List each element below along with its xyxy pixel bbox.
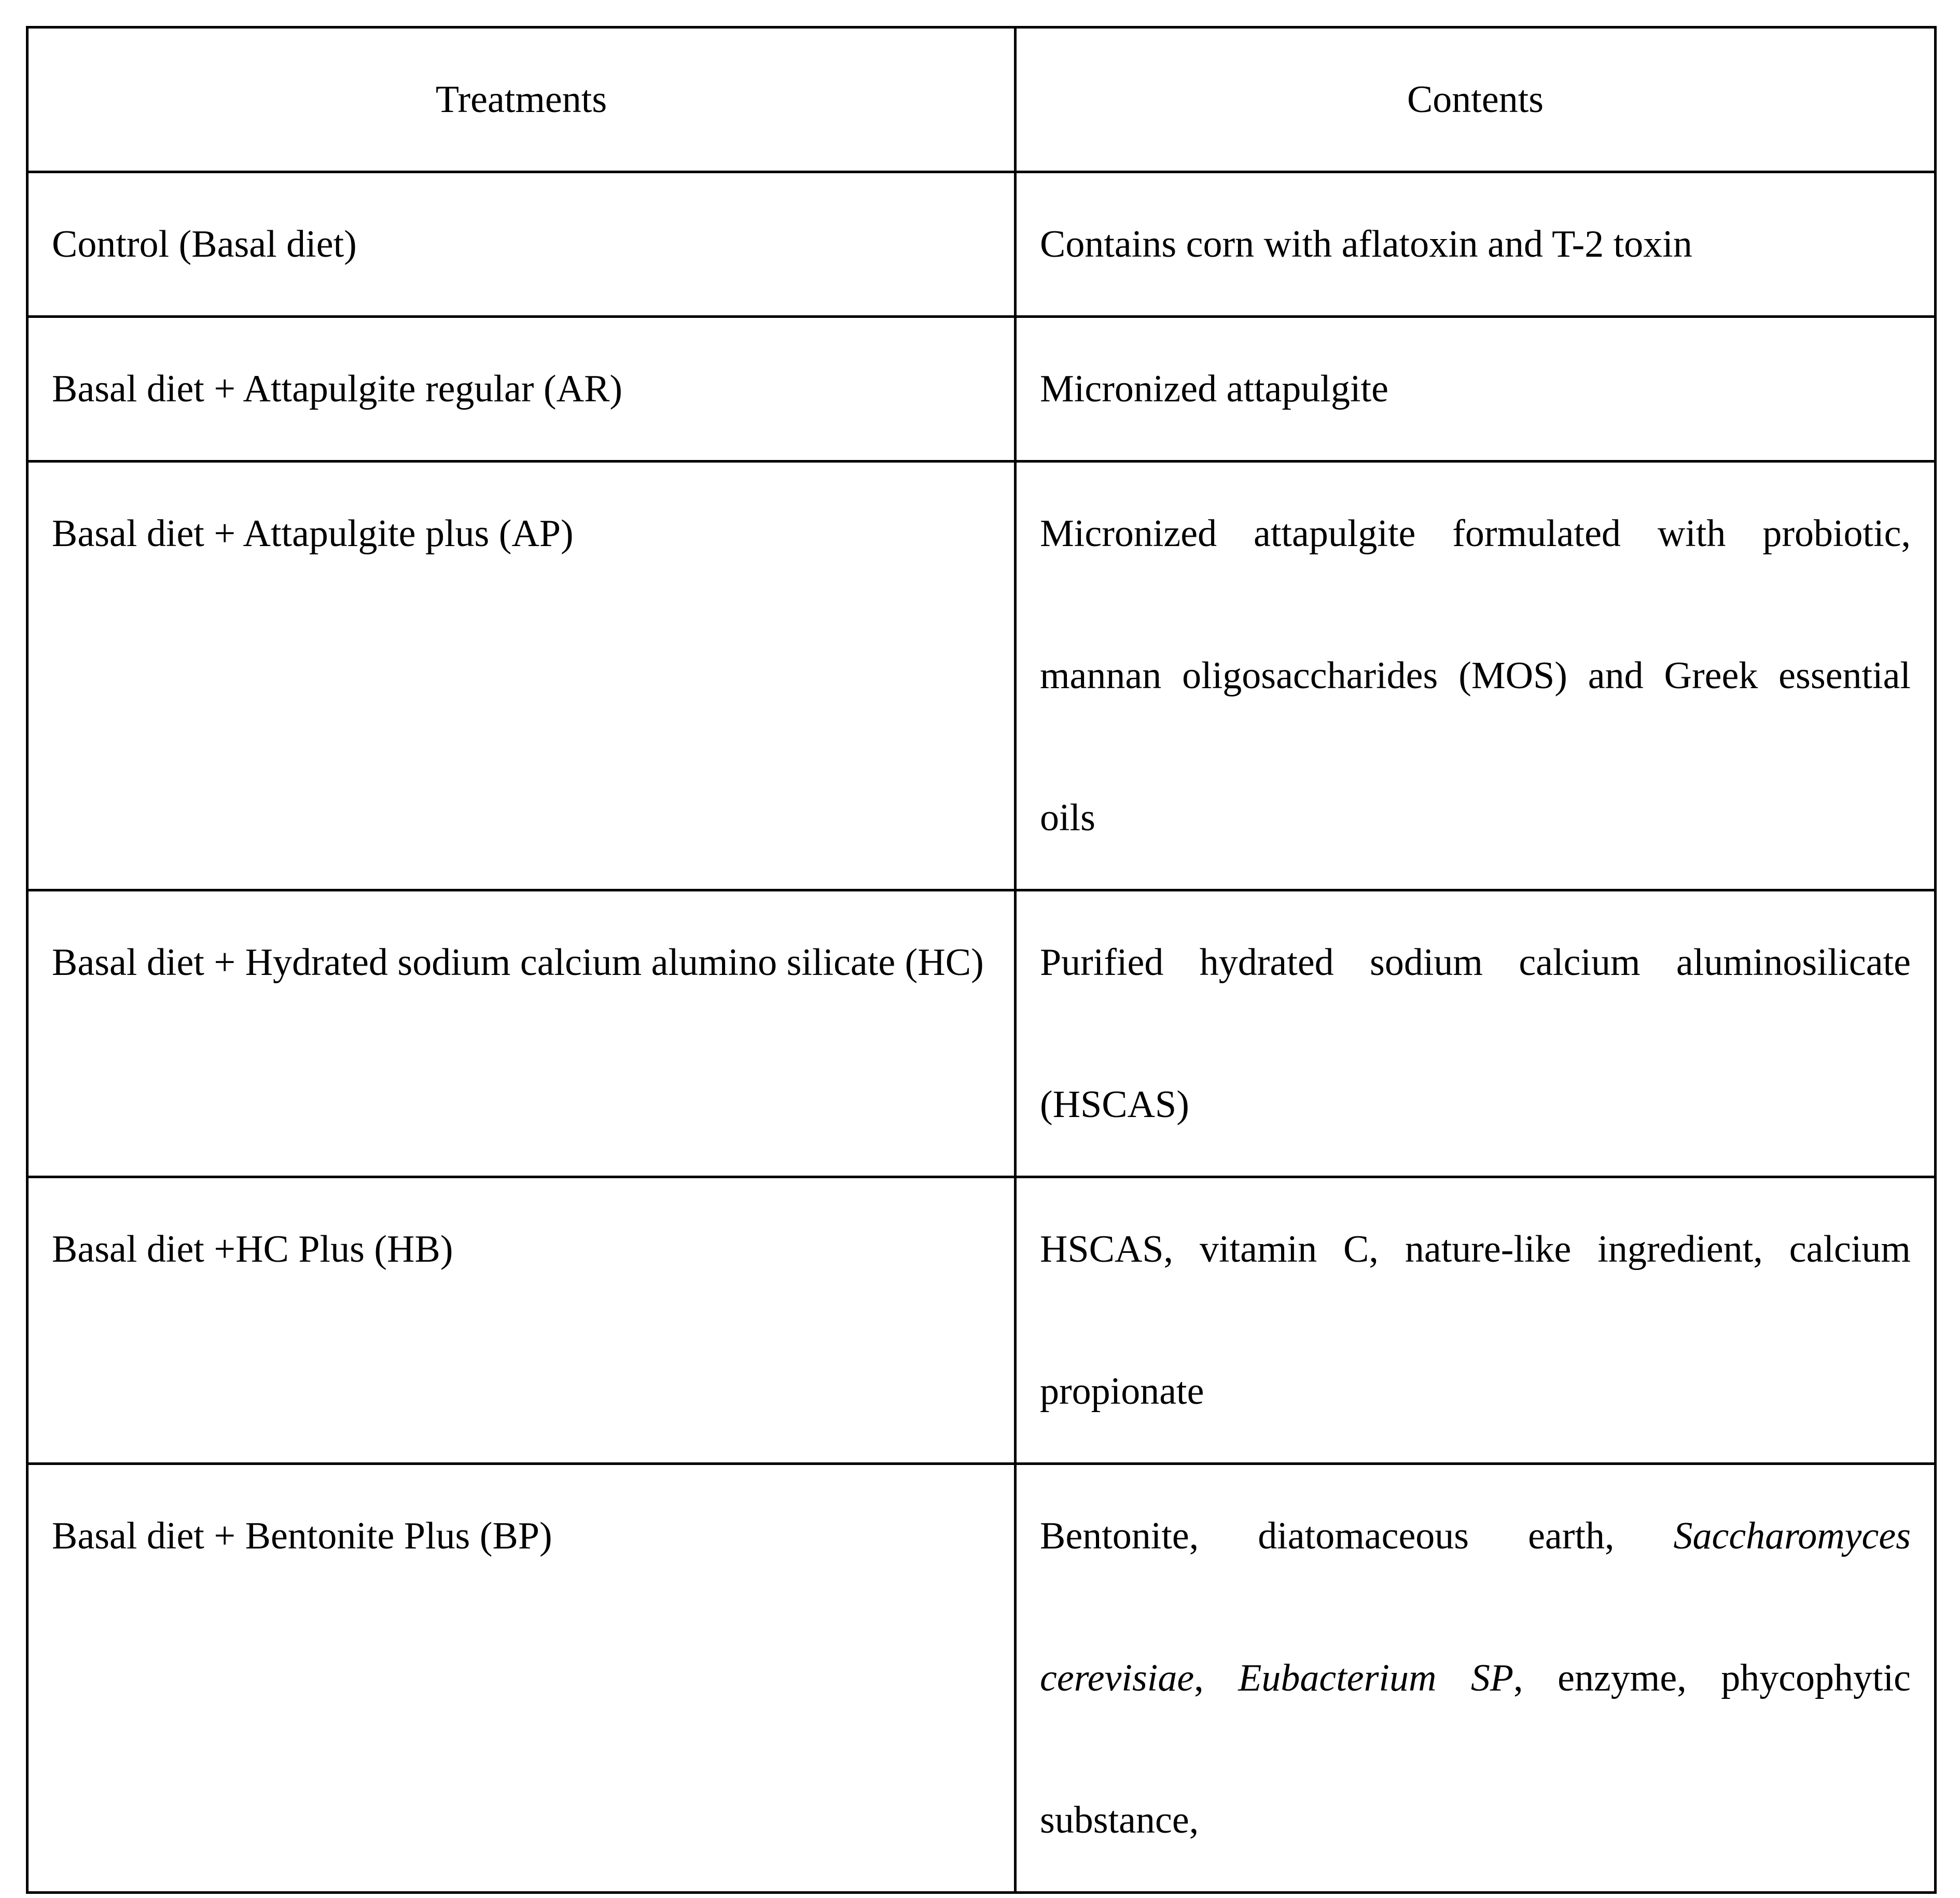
species-name-text: Eubacterium SP [1238,1657,1514,1699]
content-text: Bentonite, diatomaceous earth, [1040,1515,1674,1557]
table-row [27,317,1936,462]
content-cell: HSCAS, vitamin C, nature-like ingredient, calcium propionate [1016,1177,1936,1464]
content-cell: Micronized attapulgite [1016,317,1936,462]
content-cell [1016,1464,1936,1893]
table-row [27,462,1936,890]
table-row [27,1177,1936,1464]
treatment-cell: Basal diet + Hydrated sodium calcium alumino silicate (HC) [27,890,1016,1177]
header-contents: Contents [1016,27,1936,172]
table-row [27,890,1936,1177]
content-cell: Micronized attapulgite formulated with probiotic, mannan oligosaccharides (MOS) and Greek essential oils [1016,462,1936,890]
treatment-cell: Basal diet + Attapulgite regular (AR) [27,317,1016,462]
treatments-table [26,26,1937,1894]
content-cell: Purified hydrated sodium calcium aluminosilicate (HSCAS) [1016,890,1936,1177]
table-row [27,1464,1936,1893]
content-text: , [1194,1657,1239,1699]
table-header-row [27,27,1936,172]
content-cell: Contains corn with aflatoxin and T-2 toxin [1016,172,1936,317]
treatment-cell: Basal diet + Attapulgite plus (AP) [27,462,1016,890]
header-treatments: Treatments [27,27,1016,172]
treatment-cell: Control (Basal diet) [27,172,1016,317]
species-name-text: Saccharomyces cerevisiae [1040,1515,1911,1699]
treatment-cell: Basal diet + Bentonite Plus (BP) [27,1464,1016,1893]
content-text: , enzyme, phycophytic substance, [1040,1657,1911,1841]
treatment-cell: Basal diet +HC Plus (HB) [27,1177,1016,1464]
table-row [27,172,1936,317]
